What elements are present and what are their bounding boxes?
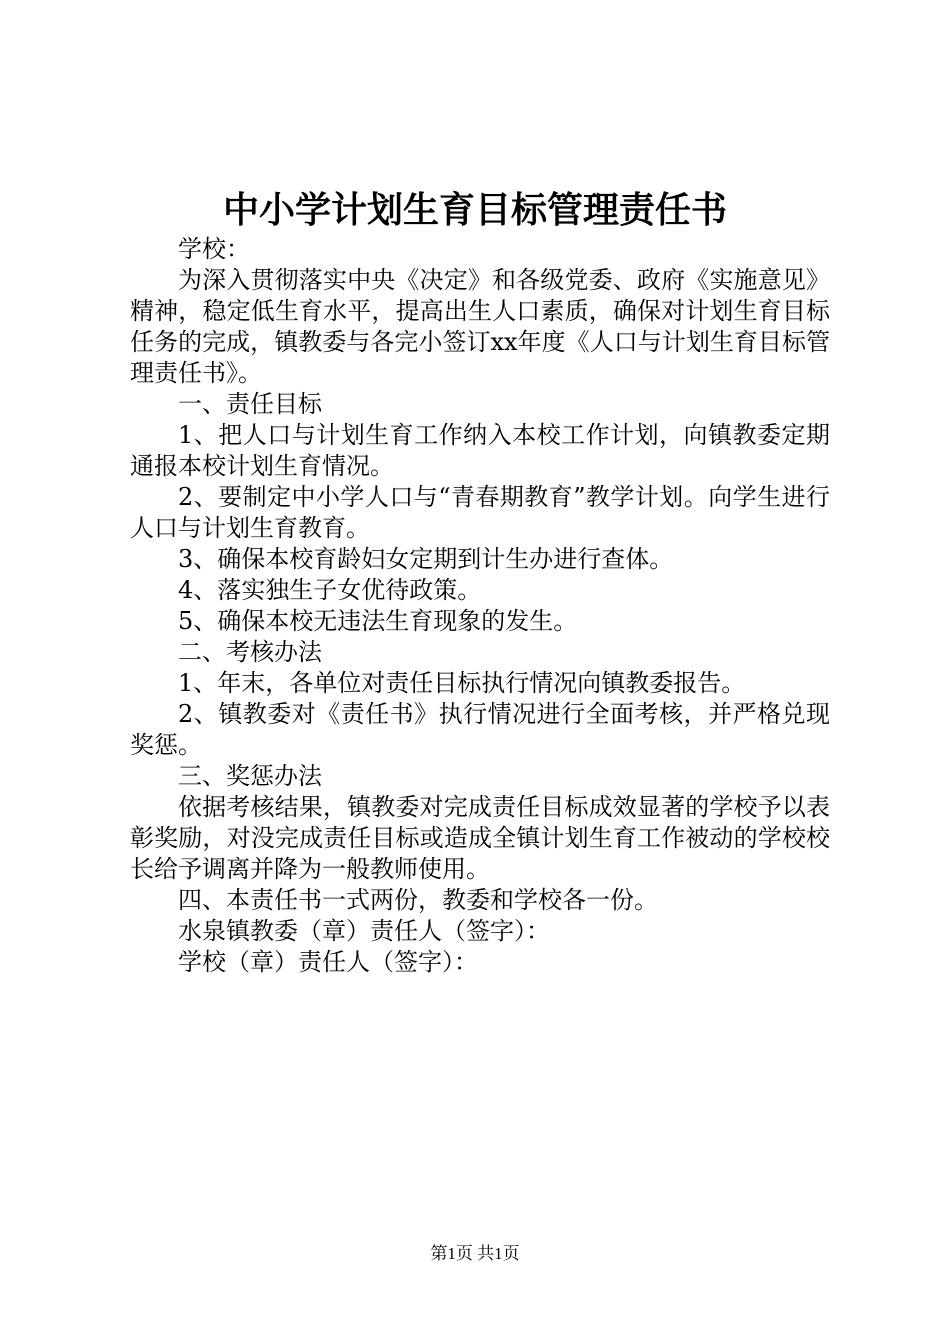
goal-item-3: 3、确保本校育龄妇女定期到计生办进行查体。 (178, 545, 674, 573)
rewards-paragraph: 依据考核结果，镇教委对完成责任目标成效显著的学校予以表彰奖励，对没完成责任目标或造成全镇计划生育工作被动的学校校长给予调离并降为一般教师使用。 (130, 793, 830, 883)
section-heading-goals: 一、责任目标 (178, 390, 322, 418)
signature-line-school: 学校（章）责任人（签字）： (178, 948, 478, 976)
document-title: 中小学计划生育目标管理责任书 (222, 189, 727, 231)
goal-item-1: 1、把人口与计划生育工作纳入本校工作计划，向镇教委定期通报本校计划生育情况。 (130, 421, 830, 480)
goal-item-5: 5、确保本校无违法生育现象的发生。 (178, 607, 578, 635)
goal-item-4: 4、落实独生子女优待政策。 (178, 576, 482, 604)
page-number-footer: 第1页 共1页 (430, 1244, 520, 1263)
document-body (130, 234, 830, 978)
assessment-item-1: 1、年末，各单位对责任目标执行情况向镇教委报告。 (178, 669, 746, 697)
section-heading-rewards: 三、奖惩办法 (178, 762, 322, 790)
intro-paragraph: 为深入贯彻落实中央《决定》和各级党委、政府《实施意见》精神，稳定低生育水平，提高出生人口素质，确保对计划生育目标任务的完成，镇教委与各完小签订xx年度《人口与计划生育目标管理责任书》。 (130, 266, 830, 387)
signature-line-education-committee: 水泉镇教委（章）责任人（签字）： (178, 917, 550, 945)
assessment-item-2: 2、镇教委对《责任书》执行情况进行全面考核，并严格兑现奖惩。 (130, 700, 830, 759)
goal-item-2: 2、要制定中小学人口与“青春期教育”教学计划。向学生进行人口与计划生育教育。 (130, 483, 830, 542)
copies-paragraph: 四、本责任书一式两份，教委和学校各一份。 (178, 886, 658, 914)
section-heading-assessment: 二、考核办法 (178, 638, 322, 666)
salutation: 学校： (178, 235, 250, 263)
